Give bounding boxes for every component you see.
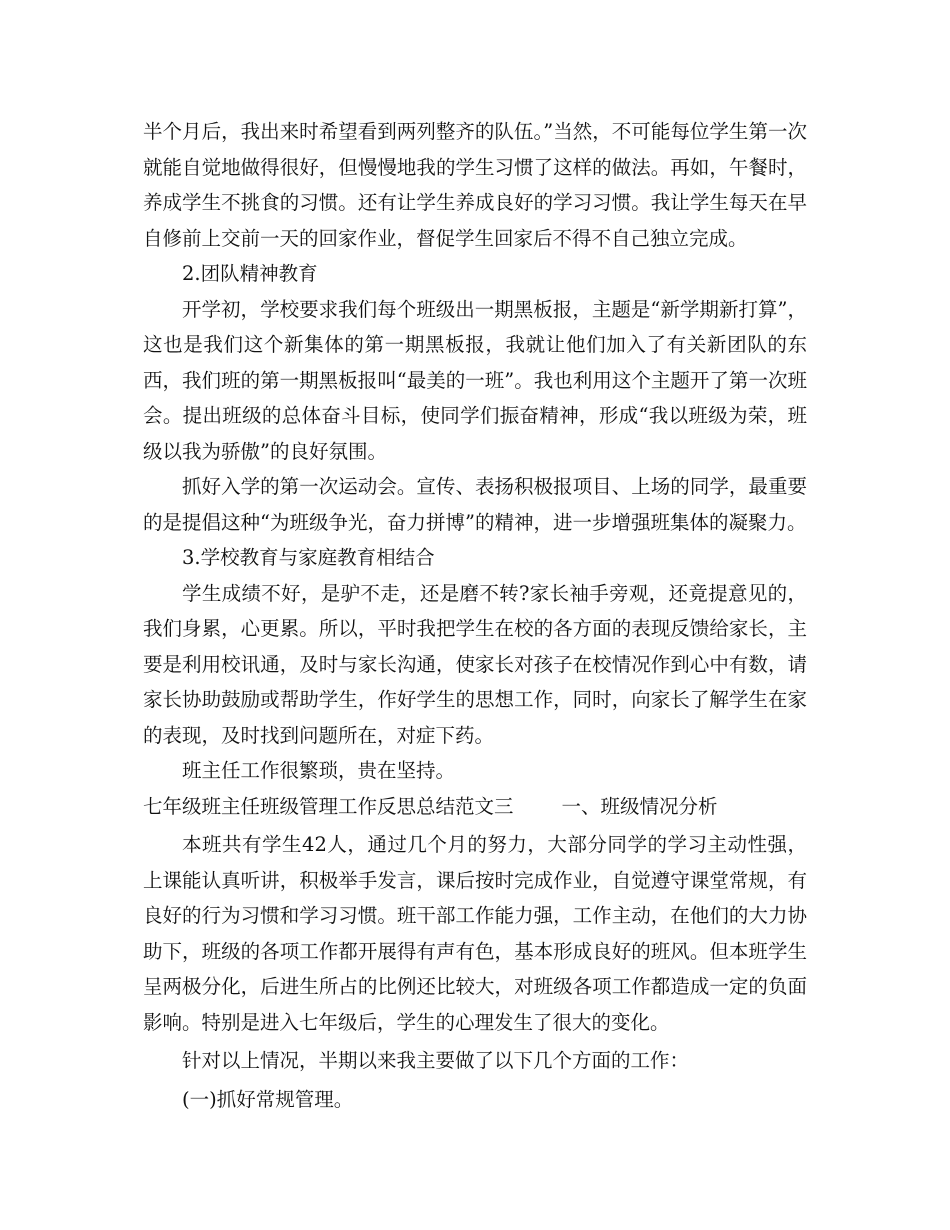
article-title-line (143, 789, 807, 825)
section-heading-team-spirit: 2.团队精神教育 (182, 262, 318, 285)
paragraph-continuation: 半个月后，我出来时希望看到两列整齐的队伍。”当然，不可能每位学生第一次就能自觉地做得很好，但慢慢地我的学生习惯了这样的做法。再如，午餐时，养成学生不挑食的习惯。还有让学生养成良好的学习习惯。我让学生每天在早自修前上交前一天的回家作业，督促学生回家后不得不自己独立完成。 (143, 120, 807, 250)
article-title: 七年级班主任班级管理工作反思总结范文三 (143, 794, 514, 818)
article-subtitle: 一、班级情况分析 (561, 794, 718, 818)
paragraph-persistence: 班主任工作很繁琐，贵在坚持。 (182, 759, 456, 782)
paragraph-blackboard: 开学初，学校要求我们每个班级出一期黑板报，主题是“新学期新打算”，这也是我们这个新集体的第一期黑板报，我就让他们加入了有关新团队的东西，我们班的第一期黑板报叫“最美的一班”。我也利用这个主题开了第一次班会。提出班级的总体奋斗目标，使同学们振奋精神，形成“我以班级为荣，班级以我为骄傲”的良好氛围。 (143, 297, 807, 463)
paragraph-parents: 学生成绩不好，是驴不走，还是磨不转?家长袖手旁观，还竟提意见的，我们身累，心更累。所以，平时我把学生在校的各方面的表现反馈给家长，主要是利用校讯通，及时与家长沟通，使家长对孩子在校情况作到心中有数，请家长协助鼓励或帮助学生，作好学生的思想工作，同时，向家长了解学生在家的表现，及时找到问题所在，对症下药。 (143, 581, 807, 747)
paragraph-work-intro: 针对以上情况，半期以来我主要做了以下几个方面的工作： (182, 1049, 690, 1072)
section-heading-home-school: 3.学校教育与家庭教育相结合 (182, 546, 435, 569)
document-page (143, 114, 807, 1117)
paragraph-class-analysis: 本班共有学生42人，通过几个月的努力，大部分同学的学习主动性强，上课能认真听讲，积极举手发言，课后按时完成作业，自觉遵守课堂常规，有良好的行为习惯和学习习惯。班干部工作能力强，工作主动，在他们的大力协助下，班级的各项工作都开展得有声有色，基本形成良好的班风。但本班学生呈两极分化，后进生所占的比例还比较大，对班级各项工作都造成一定的负面影响。特别是进入七年级后，学生的心理发生了很大的变化。 (143, 833, 807, 1034)
section-heading-routine: (一)抓好常规管理。 (182, 1087, 354, 1111)
paragraph-sports-meet: 抓好入学的第一次运动会。宣传、表扬积极报项目、上场的同学，最重要的是提倡这种“为班级争光，奋力拼博”的精神，进一步增强班集体的凝聚力。 (143, 475, 807, 534)
